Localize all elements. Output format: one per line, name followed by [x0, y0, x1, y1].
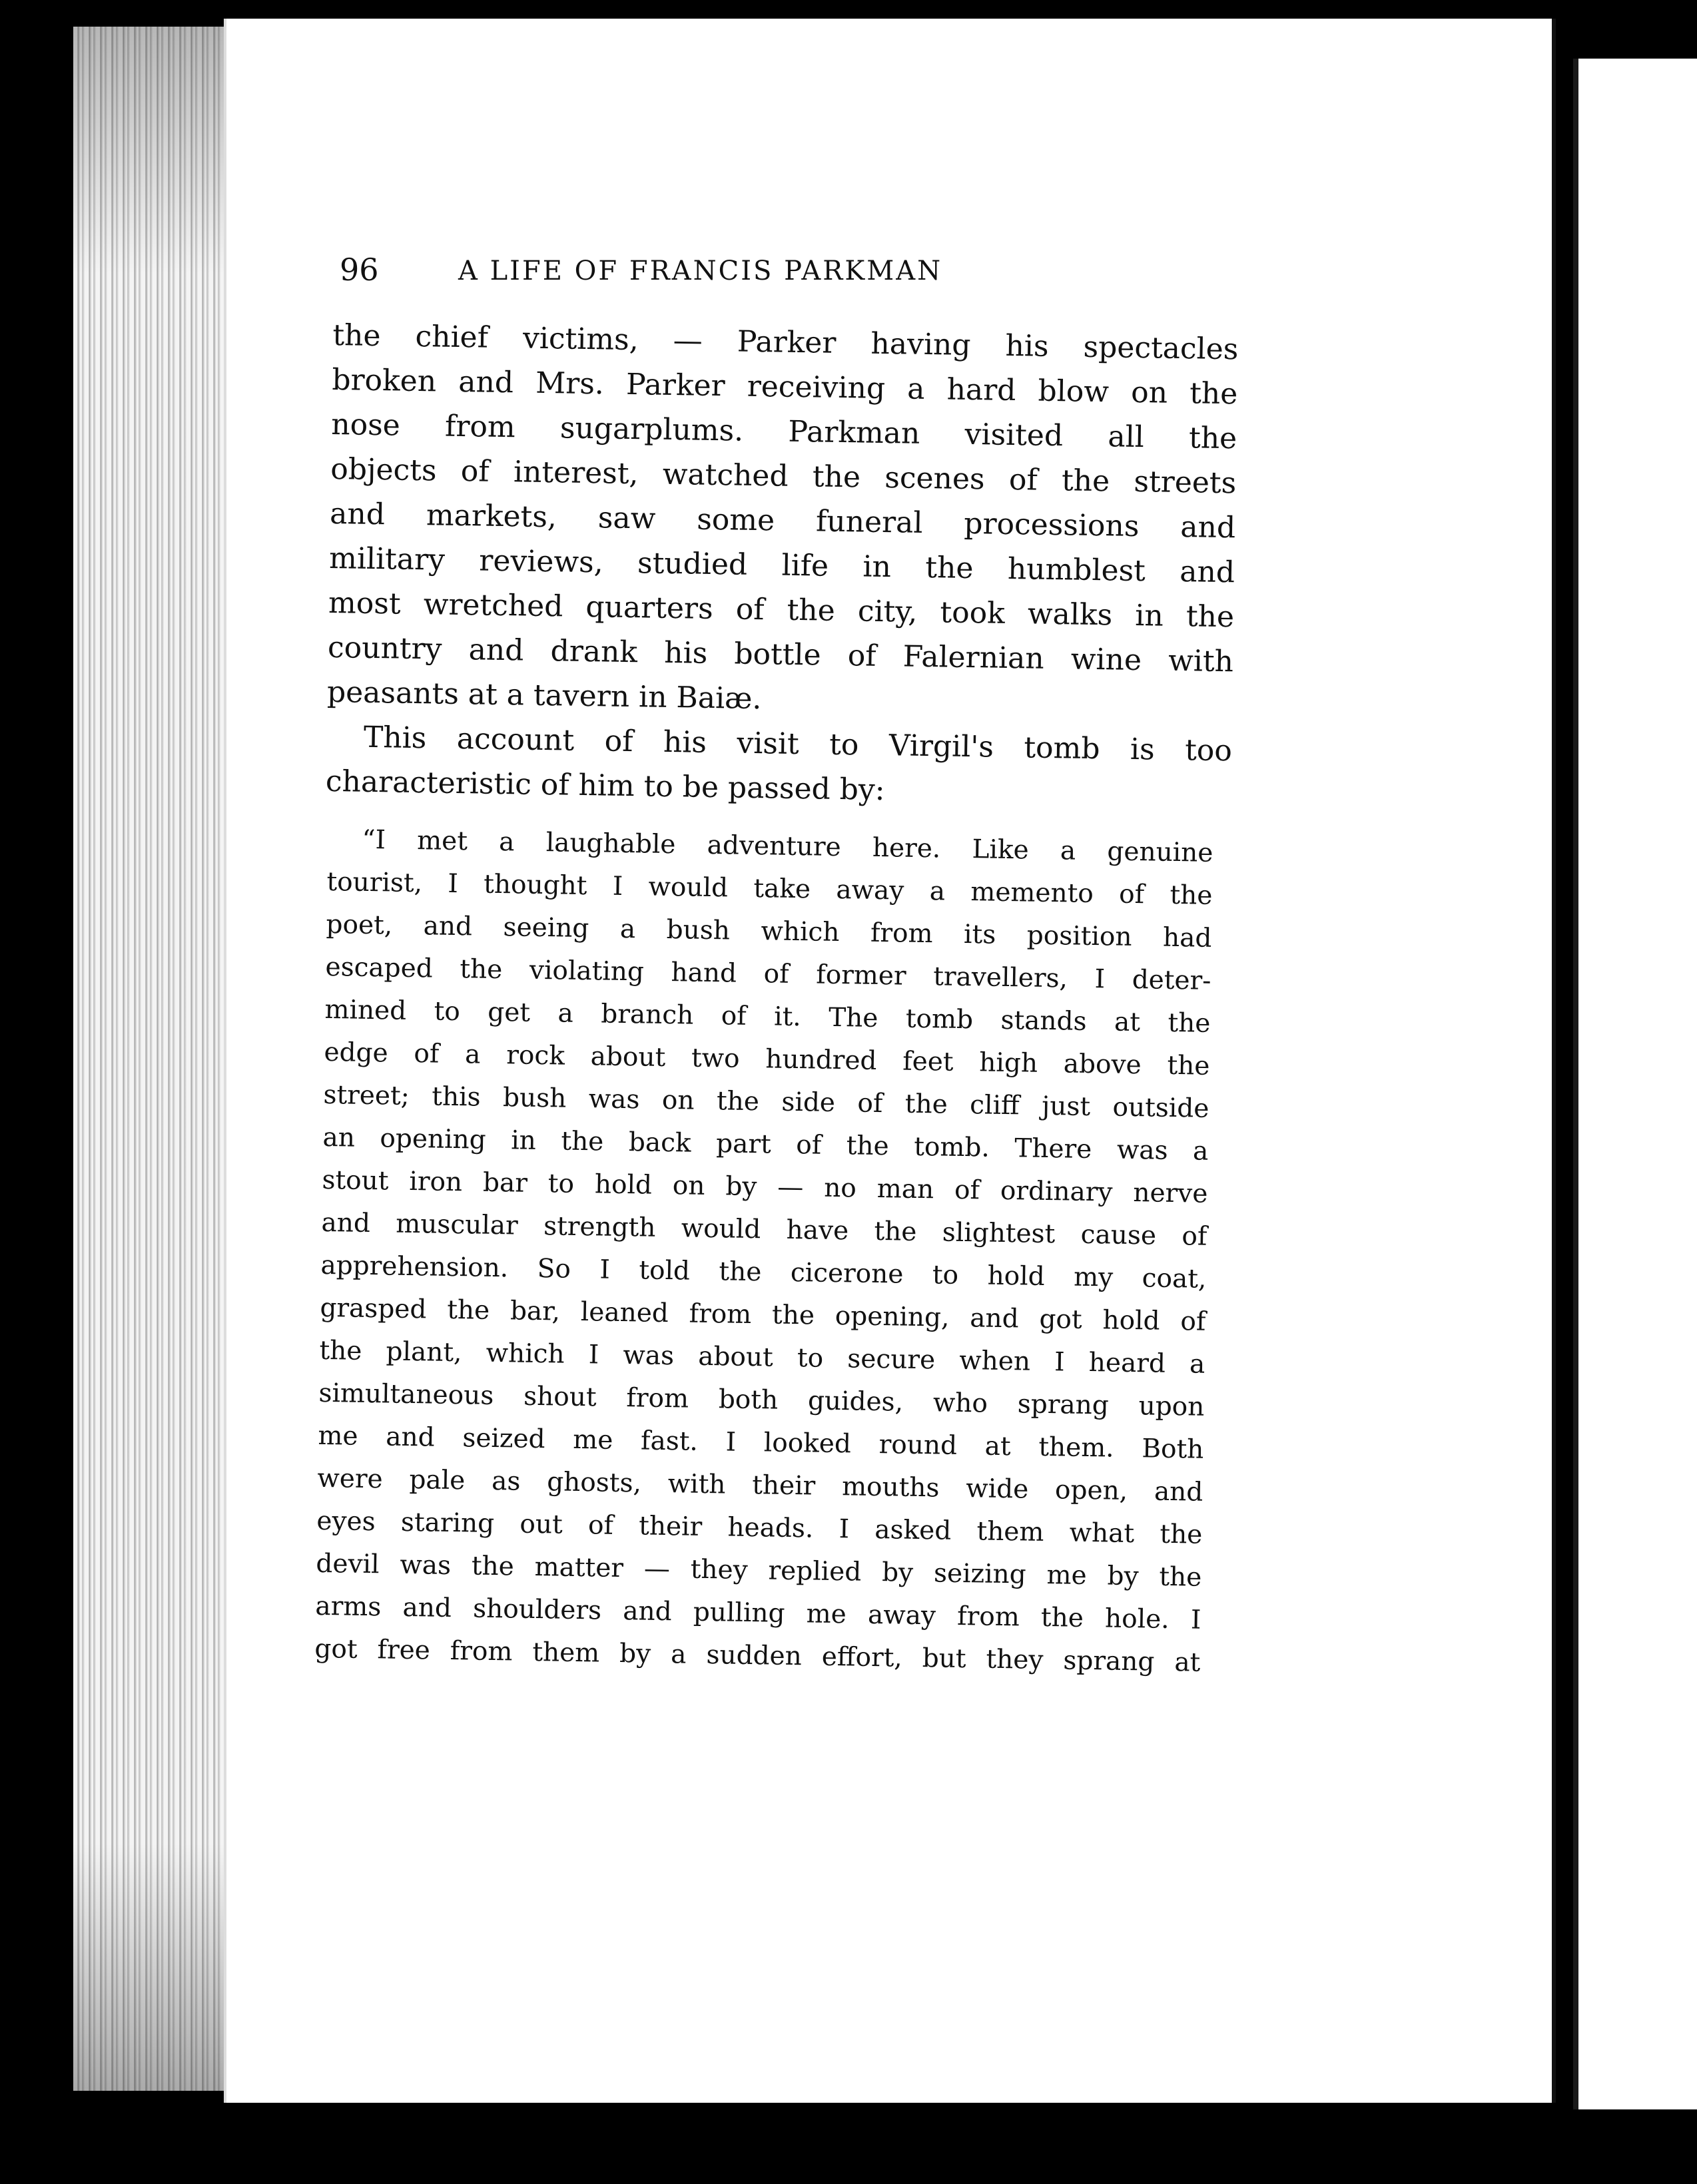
- quote-line: me and seized me fast. I looked round at them. Both: [318, 1420, 1204, 1465]
- quote-line: devil was the matter — they replied by seizing me by the: [316, 1548, 1202, 1593]
- body-line: and markets, saw some funeral processions and: [329, 496, 1236, 545]
- body-line: characteristic of him to be passed by:: [325, 764, 885, 808]
- quote-line: were pale as ghosts, with their mouths wide open, and: [317, 1463, 1203, 1507]
- quote-line: “I met a laughable adventure here. Like a genuine: [362, 824, 1213, 868]
- quote-line: grasped the bar, leaned from the opening, and got hold of: [320, 1292, 1206, 1337]
- page-edge-stack: [73, 27, 242, 2091]
- quote-line: simultaneous shout from both guides, who sprang upon: [318, 1378, 1205, 1422]
- quote-line: escaped the violating hand of former travellers, I deter-: [325, 952, 1211, 996]
- quote-line: the plant, which I was about to secure when I heard a: [319, 1335, 1205, 1380]
- quoted-passage: [314, 818, 1213, 1685]
- body-line: the chief victims, — Parker having his spectacles: [332, 318, 1239, 367]
- next-page-edge: [1573, 59, 1697, 2109]
- quote-line: and muscular strength would have the slightest cause of: [321, 1207, 1207, 1252]
- quote-line: tourist, I thought I would take away a memento of the: [326, 866, 1213, 911]
- quote-line: arms and shoulders and pulling me away from the hole. I: [315, 1591, 1201, 1635]
- running-title: A LIFE OF FRANCIS PARKMAN: [458, 256, 943, 286]
- page-text: [312, 313, 1239, 1685]
- body-paragraphs: [325, 313, 1238, 818]
- body-line: objects of interest, watched the scenes of the streets: [330, 451, 1237, 501]
- quote-line: stout iron bar to hold on by — no man of ordinary nerve: [322, 1165, 1208, 1209]
- body-line: peasants at a tavern in Baiæ.: [326, 675, 762, 716]
- quote-line: edge of a rock about two hundred feet high above the: [324, 1037, 1210, 1081]
- quote-line: an opening in the back part of the tomb. There was a: [322, 1122, 1209, 1167]
- page-header: [340, 252, 1232, 298]
- quote-line: poet, and seeing a bush which from its position had: [326, 909, 1212, 954]
- page-number: 96: [340, 252, 379, 288]
- quote-line: mined to get a branch of it. The tomb stands at the: [324, 994, 1211, 1039]
- body-line: This account of his visit to Virgil's tomb is too: [363, 720, 1233, 768]
- body-line: nose from sugarplums. Parkman visited all the: [330, 407, 1237, 456]
- quote-line: street; this bush was on the side of the cliff just outside: [323, 1079, 1209, 1124]
- quote-line: eyes staring out of their heads. I asked them what the: [316, 1505, 1203, 1550]
- quote-line: got free from them by a sudden effort, but they sprang at: [314, 1633, 1201, 1678]
- body-line: military reviews, studied life in the humblest and: [328, 541, 1235, 590]
- body-line: country and drank his bottle of Falernian wine with: [327, 630, 1234, 679]
- quote-line: apprehension. So I told the cicerone to hold my coat,: [320, 1250, 1207, 1294]
- body-line: most wretched quarters of the city, took walks in the: [328, 585, 1235, 635]
- body-line: broken and Mrs. Parker receiving a hard blow on the: [332, 362, 1238, 411]
